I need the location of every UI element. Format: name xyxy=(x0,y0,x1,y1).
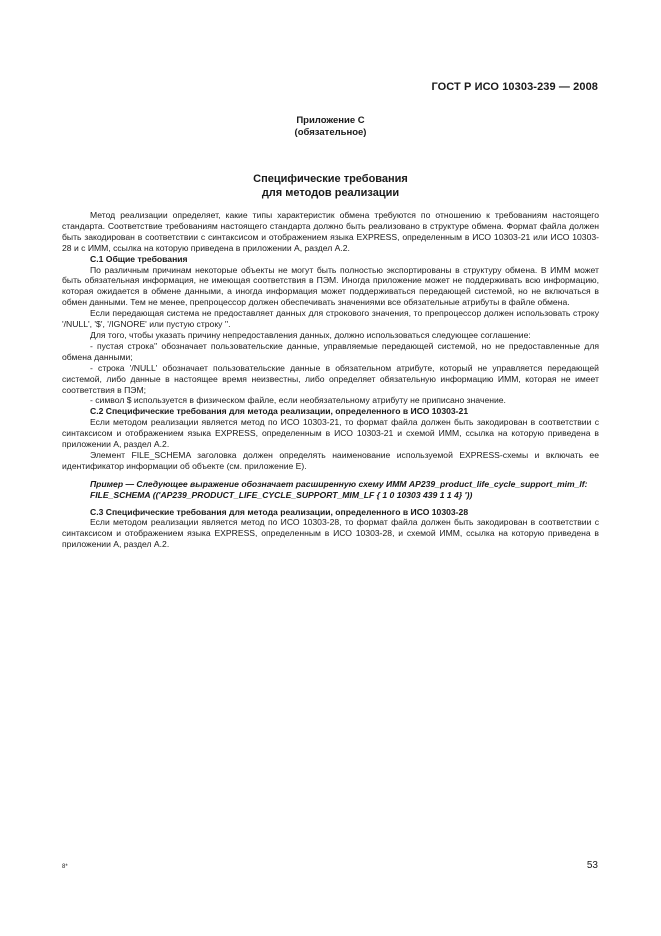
document-code: ГОСТ Р ИСО 10303-239 — 2008 xyxy=(431,81,598,93)
c1-paragraph-1: По различным причинам некоторые объекты не могут быть полностью экспортированы в структуру обмена. В ИММ может быть обязательная информация, не имеющая соответствия в ПЭМ. Иногда приложение может не поддерживать всю информацию, которая ожидается в обмене данными, а иногда информация может поддерживаться передающей системой, но не включаться в обмен данными. Тем не менее, препроцессор должен обеспечивать значениями все обязательные атрибуты в файле обмена. xyxy=(62,264,599,308)
c1-heading: С.1 Общие требования xyxy=(90,253,188,264)
c2-paragraph-2: Элемент FILE_SCHEMA заголовка должен определять наименование используемой EXPRESS-схемы и включать ее идентификатор информации об объекте (см. приложение Е). xyxy=(62,449,599,471)
appendix-heading xyxy=(0,115,661,139)
appendix-status: (обязательное) xyxy=(294,127,367,138)
section-title xyxy=(0,172,661,200)
document-body xyxy=(62,210,599,550)
c3-paragraph-1: Если методом реализации является метод по ИСО 10303-28, то формат файла должен быть закодирован в соответствии с синтаксисом и отображением языка EXPRESS, определенным в ИСО 10303-28, и схемой ИММ, ссылка на которую приведена в приложении А, раздел А.2. xyxy=(62,517,599,550)
example-code: FILE_SCHEMA (('AP239_PRODUCT_LIFE_CYCLE_SUPPORT_MIM_LF { 1 0 10303 439 1 1 4} ')) xyxy=(90,489,473,500)
c2-paragraph-1: Если методом реализации является метод по ИСО 10303-21, то формат файла должен быть закодирован в соответствии с синтаксисом и отображением языка EXPRESS, определенным в ИСО 10303-21 и схемой ИММ, ссылка на которую приведена в приложении А, раздел А.2. xyxy=(62,417,599,450)
c1-list-item-3: - символ $ используется в физическом файле, если необязательному атрибуту не приписано значение. xyxy=(90,395,506,406)
example-line: Пример — Следующее выражение обозначает расширенную схему ИММ AP239_product_life_cycle_support_mim_lf: xyxy=(90,478,588,489)
c1-list-item-1: - пустая строка'' обозначает пользовательские данные, управляемые передающей системой, но не предоставленные для обмена данными; xyxy=(62,340,599,362)
section-title-line-1: Специфические требования xyxy=(253,173,408,185)
c2-heading: С.2 Специфические требования для метода реализации, определенного в ИСО 10303-21 xyxy=(90,406,469,417)
c3-heading: С.3 Специфические требования для метода реализации, определенного в ИСО 10303-28 xyxy=(90,506,469,517)
page-number: 53 xyxy=(586,860,598,871)
footer-sheet-mark: 8* xyxy=(62,864,68,870)
c1-list-item-2: - строка '/NULL' обозначает пользовательские данные в обязательном атрибуте, который не управляется передающей системой, либо данные в настоящее время неизвестны, либо определяет обязательную информацию ИММ, которая не имеет соответствия в ПЭМ; xyxy=(62,362,599,395)
appendix-title: Приложение С xyxy=(296,115,365,126)
c1-paragraph-3: Для того, чтобы указать причину непредоставления данных, должно использоваться следующее соглашение: xyxy=(90,329,531,340)
section-title-line-2: для методов реализации xyxy=(261,187,400,199)
c1-paragraph-2: Если передающая система не предоставляет данных для строкового значения, то препроцессор должен использовать строку '/NULL', '$', '/IGNORE' или пустую строку ''. xyxy=(62,308,599,330)
intro-paragraph: Метод реализации определяет, какие типы характеристик обмена требуются по отношению к требованиям настоящего стандарта. Соответствие требованиям настоящего стандарта должно быть реализовано в структуре обмена. Формат файла должен быть закодирован в соответствии с синтаксисом и отображением языка EXPRESS, определенным в ИСО 10303-21 или ИСО 10303-28 и с ИММ, ссылка на которую приведена в приложении А, раздел А.2. xyxy=(62,210,599,253)
